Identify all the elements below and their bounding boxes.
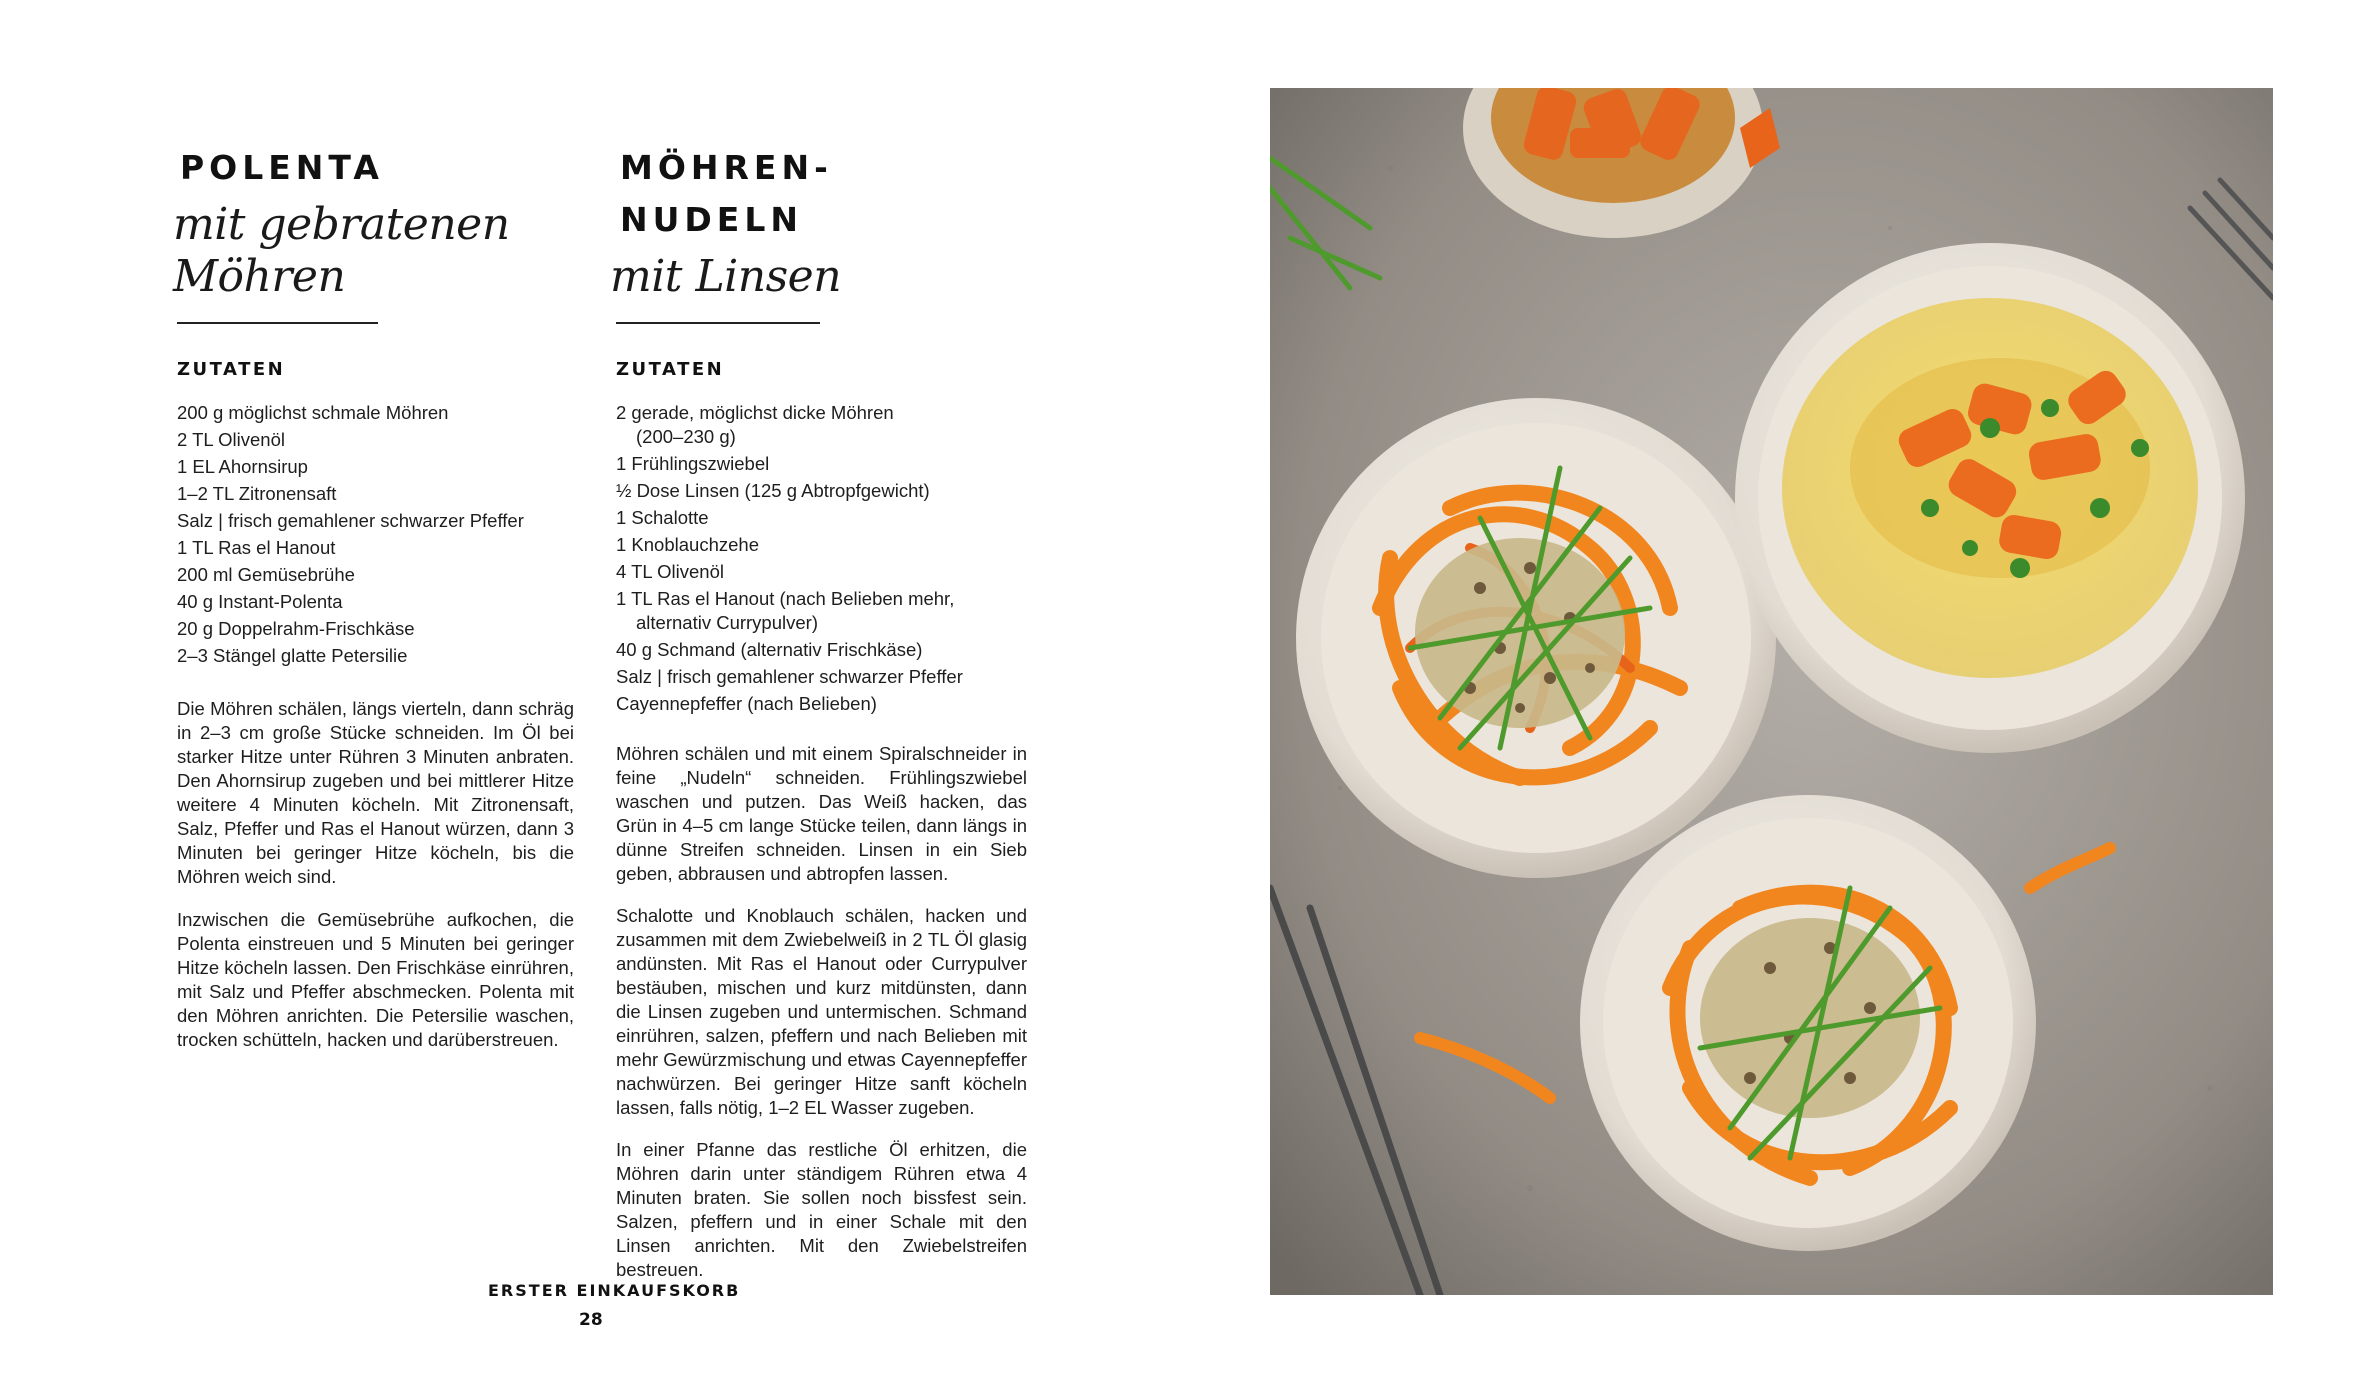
ingredient-item: 2 gerade, möglichst dicke Möhren (200–230 g): [616, 402, 894, 447]
food-photo: [1270, 88, 2273, 1295]
section-footer-label: ERSTER EINKAUFSKORB: [488, 1281, 741, 1300]
instruction-paragraph: Möhren schälen und mit einem Spiralschneider in feine „Nudeln“ schneiden. Frühlingszwiebel waschen und putzen. Das Weiß hacken, das Grün in 4–5 cm lange Stücke teilen, dann längs in dünne Streifen schneiden. Linsen in ein Sieb geben, abbrausen und abtropfen lassen.: [616, 743, 1027, 884]
ingredient-item: ½ Dose Linsen (125 g Abtropfgewicht): [616, 480, 930, 501]
ingredient-item: 200 g möglichst schmale Möhren: [177, 402, 449, 423]
ingredient-item: 40 g Schmand (alternativ Frischkäse): [616, 639, 923, 660]
recipe-subtitle-line1: mit gebratenen: [173, 199, 510, 250]
ingredient-item: 1 EL Ahornsirup: [177, 456, 308, 477]
ingredient-item: Salz | frisch gemahlener schwarzer Pfeffer: [177, 510, 524, 531]
instruction-paragraph: In einer Pfanne das restliche Öl erhitzen, die Möhren darin unter ständigem Rühren etwa 4 Minuten braten. Sie sollen noch bissfest sein. Salzen, pfeffern und in einer Schale mit den Linsen anrichten. Mit den Zwiebelstreifen bestreuen.: [616, 1139, 1027, 1280]
ingredients-heading: ZUTATEN: [616, 359, 725, 380]
ingredient-item: 1 Frühlingszwiebel: [616, 453, 770, 474]
instruction-paragraph: Schalotte und Knoblauch schälen, hacken und zusammen mit dem Zwiebelweiß in 2 TL Öl glasig andünsten. Mit Ras el Hanout oder Currypulver bestäuben, mischen und kurz mitdünsten, dann die Linsen zugeben und untermischen. Schmand einrühren, salzen, pfeffern und nach Belieben mit mehr Gewürzmischung und etwas Cayennepfeffer nachwürzen. Bei geringer Hitze sanft köcheln lassen, falls nötig, 1–2 EL Wasser zugeben.: [616, 905, 1027, 1118]
page-number: 28: [579, 1310, 603, 1330]
recipe-subtitle: mit Linsen: [610, 251, 842, 302]
title-divider: [177, 322, 378, 324]
ingredient-item: 1 Schalotte: [616, 507, 709, 528]
ingredient-item: 1 Knoblauchzehe: [616, 534, 759, 555]
ingredients-list: [616, 401, 1028, 719]
ingredient-item: Cayennepfeffer (nach Belieben): [616, 693, 877, 714]
recipe-subtitle-line2: Möhren: [173, 251, 346, 302]
ingredient-item: 200 ml Gemüsebrühe: [177, 564, 355, 585]
ingredient-item: 1–2 TL Zitronensaft: [177, 483, 337, 504]
ingredient-item: 40 g Instant-Polenta: [177, 591, 343, 612]
ingredient-item: 4 TL Olivenöl: [616, 561, 724, 582]
recipe-title-line1: MÖHREN-: [620, 148, 833, 187]
ingredients-heading: ZUTATEN: [177, 359, 286, 380]
instruction-paragraph: Inzwischen die Gemüsebrühe aufkochen, die Polenta einstreuen und 5 Minuten bei geringer Hitze köcheln lassen. Den Frischkäse einrühren, mit Salz und Pfeffer abschmecken. Polenta mit den Möhren anrichten. Die Petersilie waschen, trocken schütteln, hacken und darüberstreuen.: [177, 909, 574, 1050]
ingredient-item: 1 TL Ras el Hanout (nach Belieben mehr, alternativ Currypulver): [616, 588, 955, 633]
instruction-paragraph: Die Möhren schälen, längs vierteln, dann schräg in 2–3 cm große Stücke schneiden. Im Öl bei starker Hitze unter Rühren 3 Minuten anbraten. Den Ahornsirup zugeben und bei mittlerer Hitze weitere 4 Minuten köcheln. Mit Zitronensaft, Salz, Pfeffer und Ras el Hanout würzen, dann 3 Minuten bei geringer Hitze köcheln, bis die Möhren weich sind.: [177, 698, 574, 887]
title-divider: [616, 322, 820, 324]
ingredient-item: 1 TL Ras el Hanout: [177, 537, 336, 558]
recipe-title: POLENTA: [180, 148, 384, 187]
ingredient-item: 2–3 Stängel glatte Petersilie: [177, 645, 408, 666]
ingredient-item: 2 TL Olivenöl: [177, 429, 285, 450]
ingredient-item: 20 g Doppelrahm-Frischkäse: [177, 618, 415, 639]
recipe-title-line2: NUDELN: [620, 200, 803, 239]
ingredients-list: [177, 401, 587, 671]
ingredient-item: Salz | frisch gemahlener schwarzer Pfeffer: [616, 666, 963, 687]
